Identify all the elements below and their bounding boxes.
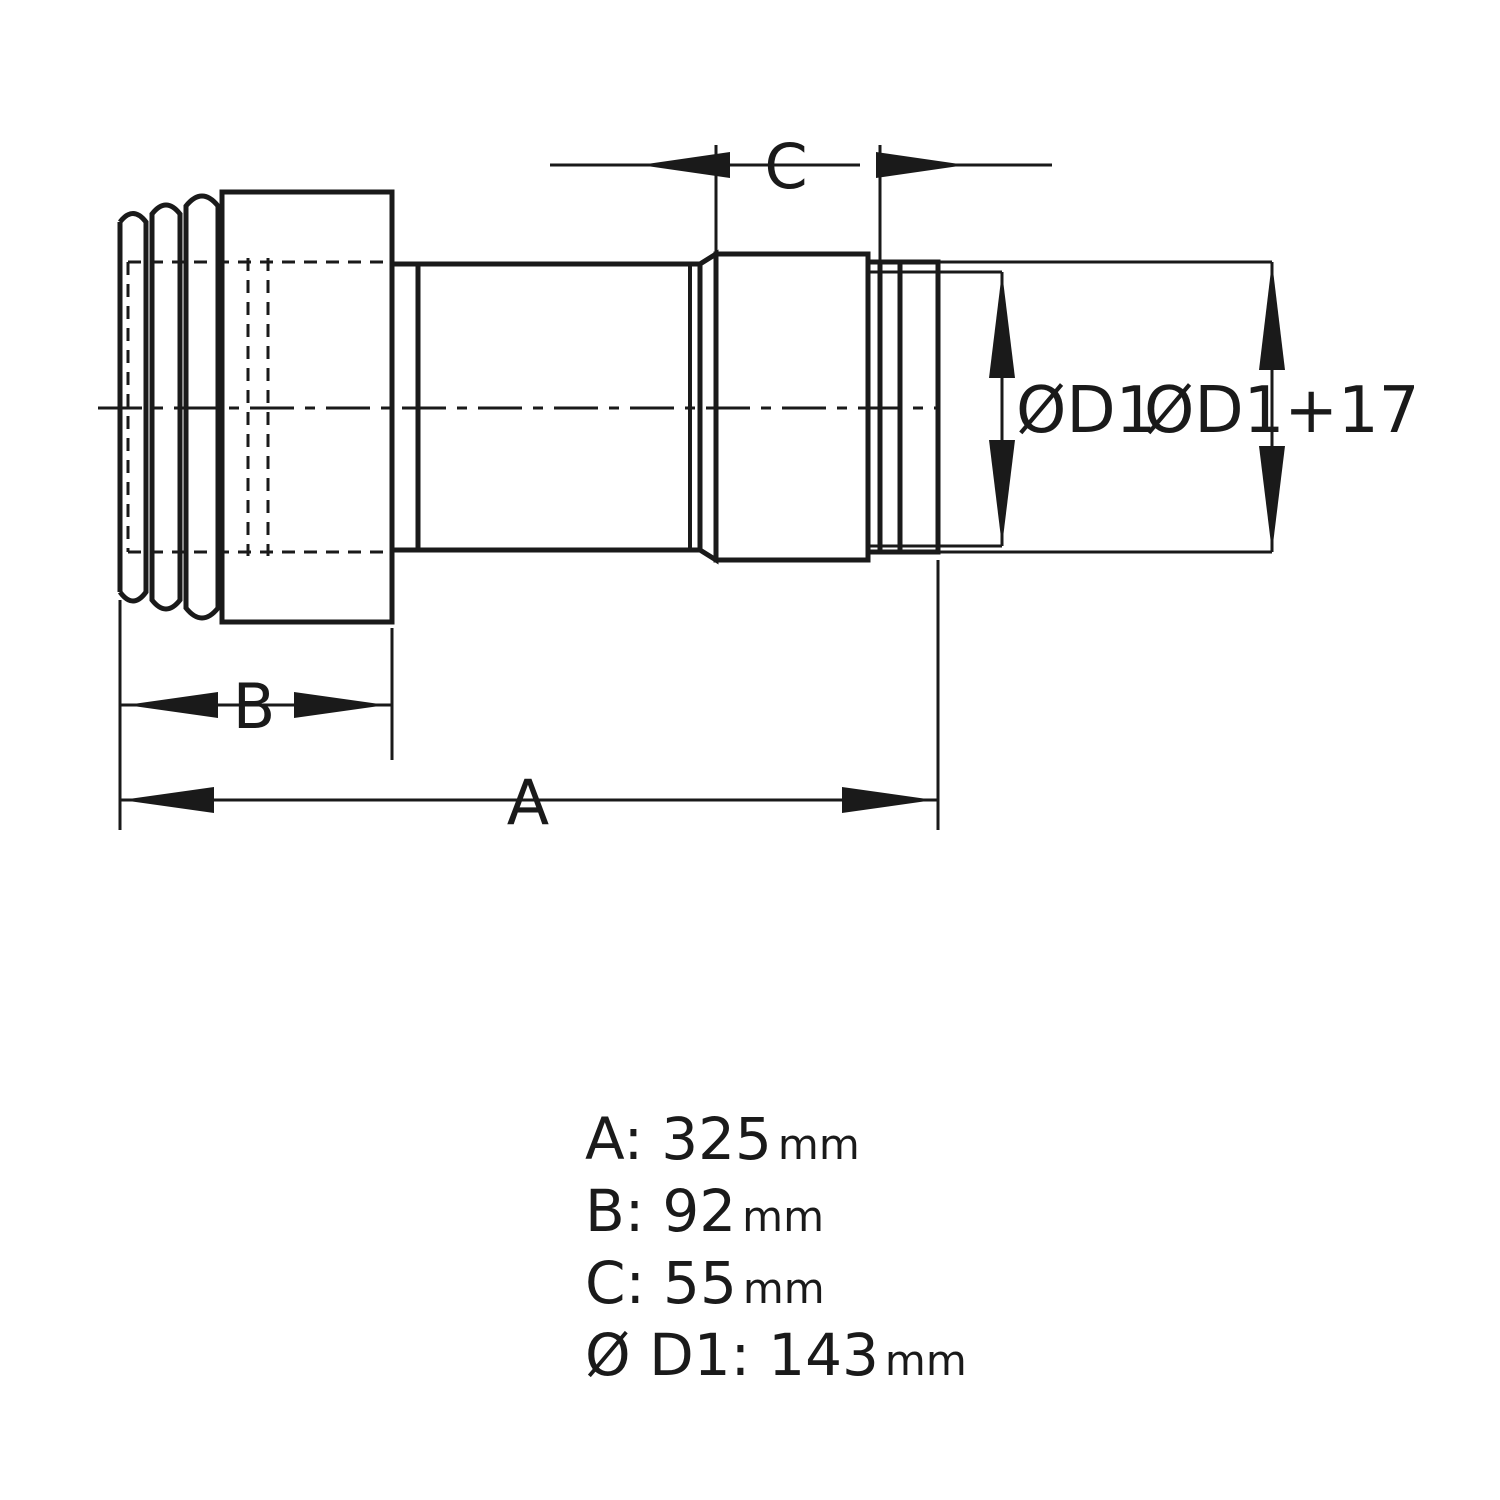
legend-unit: mm (742, 1264, 825, 1313)
legend-value: 92 (662, 1177, 737, 1245)
b-label: B (232, 670, 276, 743)
legend-row (585, 1105, 1285, 1177)
a-label: A (506, 766, 550, 839)
dimension-d1 (868, 272, 1156, 546)
legend-unit: mm (884, 1336, 967, 1385)
legend-key: B: (585, 1177, 645, 1245)
part-outline-group (98, 192, 938, 622)
a-arrow-right (842, 787, 934, 813)
b-arrow-left (126, 692, 218, 718)
legend-value: 143 (768, 1321, 879, 1389)
d1plus-label: ØD1+17 (1144, 374, 1420, 448)
legend-value: 325 (661, 1105, 772, 1173)
c-arrow-left (640, 152, 730, 178)
d1-arrow-bottom (989, 440, 1015, 546)
c-arrow-right (876, 152, 966, 178)
legend-unit: mm (742, 1192, 824, 1241)
d1plus-arrow-top (1259, 262, 1285, 370)
dimension-c (550, 130, 1052, 262)
legend-key: A: (585, 1105, 644, 1173)
dimension-d1-plus (938, 262, 1419, 552)
d1plus-arrow-bottom (1259, 446, 1285, 552)
legend-row (585, 1177, 1285, 1249)
legend-value: 55 (663, 1249, 737, 1317)
legend-row (585, 1321, 1285, 1393)
legend-row (585, 1249, 1285, 1321)
d1-label: ØD1 (1016, 374, 1157, 448)
c-label: C (764, 130, 808, 203)
legend-key: Ø D1: (585, 1321, 751, 1389)
legend-key: C: (585, 1249, 646, 1317)
a-arrow-left (122, 787, 214, 813)
b-arrow-right (294, 692, 386, 718)
legend-unit: mm (777, 1120, 860, 1169)
dimension-legend (585, 1105, 1285, 1393)
d1-arrow-top (989, 272, 1015, 378)
